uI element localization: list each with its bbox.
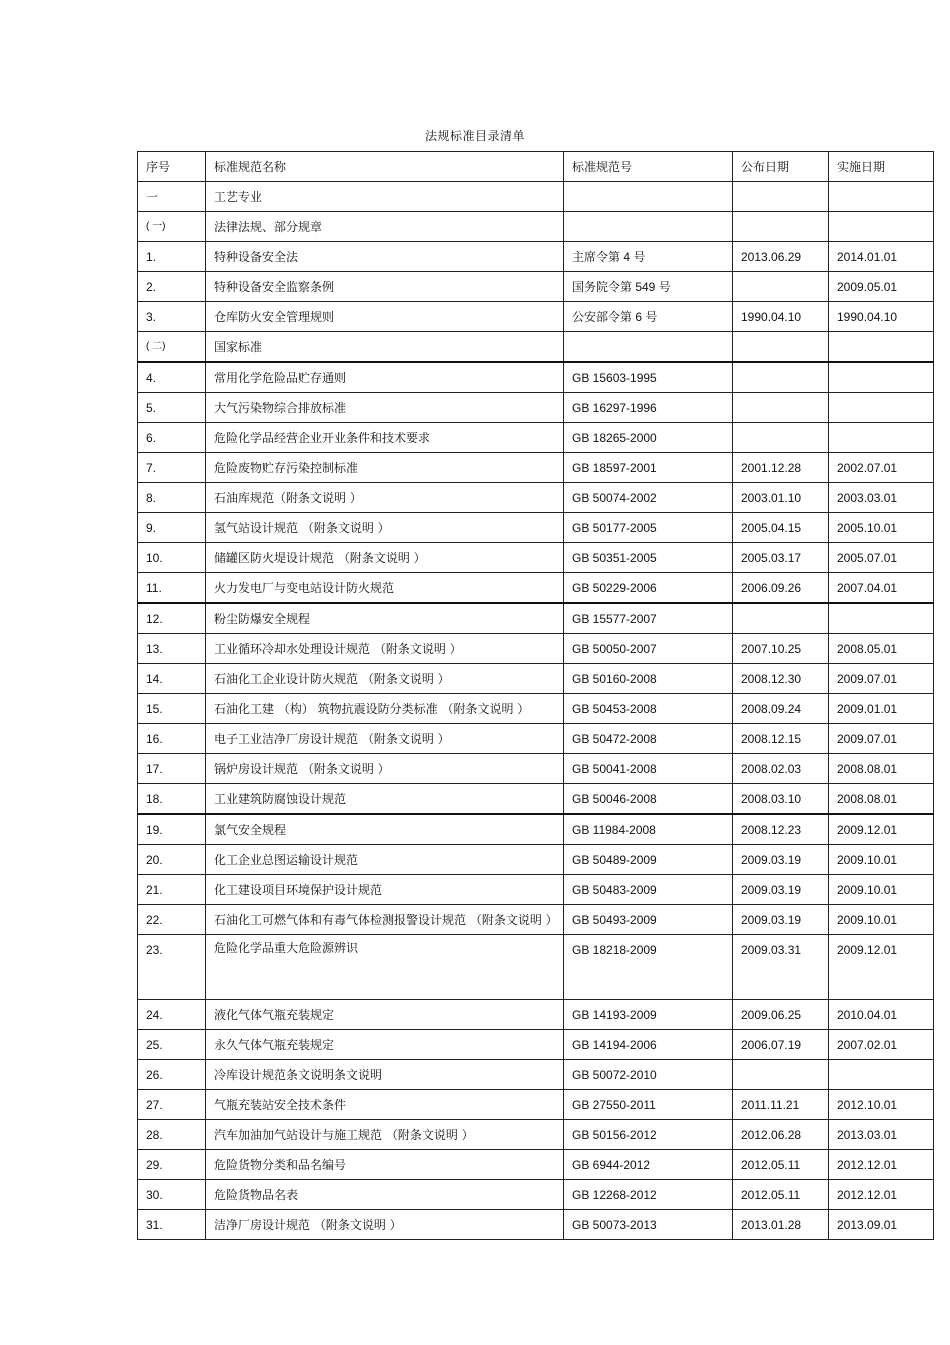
cell-name: 石油库规范（附条文说明 ） — [206, 483, 564, 513]
cell-effective: 2009.10.01 — [829, 875, 934, 905]
cell-published — [733, 393, 829, 423]
table-row — [138, 664, 934, 694]
cell-no: 30. — [138, 1180, 206, 1210]
cell-published: 2013.01.28 — [733, 1210, 829, 1240]
cell-code: 国务院令第 549 号 — [564, 272, 733, 302]
cell-effective: 2007.04.01 — [829, 573, 934, 604]
table-row — [138, 634, 934, 664]
table-row — [138, 1150, 934, 1180]
cell-no: 31. — [138, 1210, 206, 1240]
cell-no: 23. — [138, 935, 206, 1000]
cell-code: GB 50156-2012 — [564, 1120, 733, 1150]
cell-effective: 2014.01.01 — [829, 242, 934, 272]
cell-published — [733, 272, 829, 302]
cell-effective: 2013.03.01 — [829, 1120, 934, 1150]
cell-effective: 2002.07.01 — [829, 453, 934, 483]
cell-published: 2009.06.25 — [733, 1000, 829, 1030]
cell-no: 7. — [138, 453, 206, 483]
cell-effective — [829, 603, 934, 634]
cell-effective: 2009.07.01 — [829, 724, 934, 754]
cell-published: 1990.04.10 — [733, 302, 829, 332]
cell-code: GB 14194-2006 — [564, 1030, 733, 1060]
cell-no: 16. — [138, 724, 206, 754]
cell-effective — [829, 332, 934, 363]
cell-effective: 2005.07.01 — [829, 543, 934, 573]
cell-published: 2008.03.10 — [733, 784, 829, 815]
cell-no: 18. — [138, 784, 206, 815]
table-row — [138, 332, 934, 363]
header-published: 公布日期 — [733, 152, 829, 182]
cell-effective: 2012.12.01 — [829, 1180, 934, 1210]
cell-effective: 2005.10.01 — [829, 513, 934, 543]
cell-name: 危险化学品重大危险源辨识 — [206, 935, 564, 1000]
table-row — [138, 603, 934, 634]
cell-name: 法律法规、部分规章 — [206, 212, 564, 242]
cell-effective: 2009.10.01 — [829, 905, 934, 935]
cell-name: 工业循环冷却水处理设计规范 （附条文说明 ） — [206, 634, 564, 664]
cell-published: 2011.11.21 — [733, 1090, 829, 1120]
cell-name: 危险化学品经营企业开业条件和技术要求 — [206, 423, 564, 453]
cell-name: 液化气体气瓶充装规定 — [206, 1000, 564, 1030]
cell-no: 21. — [138, 875, 206, 905]
cell-code: GB 50453-2008 — [564, 694, 733, 724]
table-row — [138, 1210, 934, 1240]
cell-code: GB 16297-1996 — [564, 393, 733, 423]
cell-code: GB 50493-2009 — [564, 905, 733, 935]
cell-code: GB 50229-2006 — [564, 573, 733, 604]
cell-code: 公安部令第 6 号 — [564, 302, 733, 332]
cell-name: 危险废物贮存污染控制标准 — [206, 453, 564, 483]
cell-code: GB 50160-2008 — [564, 664, 733, 694]
cell-no: 28. — [138, 1120, 206, 1150]
cell-published: 2003.01.10 — [733, 483, 829, 513]
cell-name: 工艺专业 — [206, 182, 564, 212]
cell-no: 2. — [138, 272, 206, 302]
cell-effective — [829, 362, 934, 393]
cell-published: 2013.06.29 — [733, 242, 829, 272]
cell-code: GB 14193-2009 — [564, 1000, 733, 1030]
table-row — [138, 694, 934, 724]
table-row — [138, 513, 934, 543]
cell-name: 氯气安全规程 — [206, 814, 564, 845]
cell-name: 化工企业总图运输设计规范 — [206, 845, 564, 875]
cell-code: GB 50351-2005 — [564, 543, 733, 573]
table-row — [138, 1000, 934, 1030]
cell-no: 26. — [138, 1060, 206, 1090]
cell-name: 气瓶充装站安全技术条件 — [206, 1090, 564, 1120]
cell-effective: 2012.10.01 — [829, 1090, 934, 1120]
cell-no: 24. — [138, 1000, 206, 1030]
cell-no: ( 一) — [138, 212, 206, 242]
cell-published: 2008.12.30 — [733, 664, 829, 694]
cell-published: 2008.12.23 — [733, 814, 829, 845]
cell-no: 3. — [138, 302, 206, 332]
cell-effective — [829, 1060, 934, 1090]
cell-code: GB 50050-2007 — [564, 634, 733, 664]
cell-effective: 2008.08.01 — [829, 784, 934, 815]
cell-no: 19. — [138, 814, 206, 845]
cell-no: 25. — [138, 1030, 206, 1060]
cell-published: 2008.12.15 — [733, 724, 829, 754]
cell-effective: 2007.02.01 — [829, 1030, 934, 1060]
table-row — [138, 573, 934, 604]
cell-effective: 2008.08.01 — [829, 754, 934, 784]
cell-effective: 2009.07.01 — [829, 664, 934, 694]
cell-name: 储罐区防火堤设计规范 （附条文说明 ） — [206, 543, 564, 573]
cell-no: 27. — [138, 1090, 206, 1120]
cell-no: 22. — [138, 905, 206, 935]
cell-code: GB 50177-2005 — [564, 513, 733, 543]
cell-code: GB 18218-2009 — [564, 935, 733, 1000]
cell-name: 国家标准 — [206, 332, 564, 363]
cell-code: GB 12268-2012 — [564, 1180, 733, 1210]
cell-name: 大气污染物综合排放标准 — [206, 393, 564, 423]
table-row — [138, 393, 934, 423]
cell-name: 粉尘防爆安全规程 — [206, 603, 564, 634]
cell-published — [733, 212, 829, 242]
cell-published: 2012.06.28 — [733, 1120, 829, 1150]
cell-name: 仓库防火安全管理规则 — [206, 302, 564, 332]
table-row — [138, 483, 934, 513]
cell-published: 2008.02.03 — [733, 754, 829, 784]
header-code: 标准规范号 — [564, 152, 733, 182]
table-row — [138, 1030, 934, 1060]
cell-code: GB 50072-2010 — [564, 1060, 733, 1090]
cell-code: GB 50046-2008 — [564, 784, 733, 815]
cell-name: 永久气体气瓶充装规定 — [206, 1030, 564, 1060]
cell-published — [733, 362, 829, 393]
cell-no: 14. — [138, 664, 206, 694]
table-header-row — [138, 152, 934, 182]
regulation-table — [137, 151, 934, 1240]
cell-no: 一 — [138, 182, 206, 212]
cell-published: 2009.03.19 — [733, 905, 829, 935]
cell-name: 石油化工企业设计防火规范 （附条文说明 ） — [206, 664, 564, 694]
cell-code: GB 50489-2009 — [564, 845, 733, 875]
cell-published: 2006.07.19 — [733, 1030, 829, 1060]
cell-name: 火力发电厂与变电站设计防火规范 — [206, 573, 564, 604]
table-row — [138, 724, 934, 754]
cell-published — [733, 332, 829, 363]
cell-effective — [829, 393, 934, 423]
header-effective: 实施日期 — [829, 152, 934, 182]
cell-effective: 2009.10.01 — [829, 845, 934, 875]
table-row — [138, 875, 934, 905]
table-row — [138, 362, 934, 393]
cell-effective: 2009.12.01 — [829, 814, 934, 845]
cell-code: 主席令第 4 号 — [564, 242, 733, 272]
cell-code: GB 18265-2000 — [564, 423, 733, 453]
cell-no: 10. — [138, 543, 206, 573]
table-row — [138, 814, 934, 845]
table-row — [138, 754, 934, 784]
table-row — [138, 1120, 934, 1150]
cell-no: 1. — [138, 242, 206, 272]
cell-effective: 2013.09.01 — [829, 1210, 934, 1240]
table-row — [138, 302, 934, 332]
cell-no: 12. — [138, 603, 206, 634]
cell-name: 汽车加油加气站设计与施工规范 （附条文说明 ） — [206, 1120, 564, 1150]
cell-published: 2005.03.17 — [733, 543, 829, 573]
cell-published: 2009.03.31 — [733, 935, 829, 1000]
cell-code — [564, 332, 733, 363]
cell-name: 氢气站设计规范 （附条文说明 ） — [206, 513, 564, 543]
cell-no: 29. — [138, 1150, 206, 1180]
cell-effective: 2003.03.01 — [829, 483, 934, 513]
cell-published: 2001.12.28 — [733, 453, 829, 483]
cell-published: 2006.09.26 — [733, 573, 829, 604]
table-row — [138, 242, 934, 272]
cell-name: 洁净厂房设计规范 （附条文说明 ） — [206, 1210, 564, 1240]
table-row — [138, 543, 934, 573]
header-no: 序号 — [138, 152, 206, 182]
cell-published: 2009.03.19 — [733, 845, 829, 875]
cell-effective: 2008.05.01 — [829, 634, 934, 664]
cell-effective: 2009.12.01 — [829, 935, 934, 1000]
cell-no: 20. — [138, 845, 206, 875]
cell-published: 2005.04.15 — [733, 513, 829, 543]
table-row — [138, 272, 934, 302]
table-row — [138, 1060, 934, 1090]
cell-name: 锅炉房设计规范 （附条文说明 ） — [206, 754, 564, 784]
cell-code: GB 15603-1995 — [564, 362, 733, 393]
table-row — [138, 1090, 934, 1120]
cell-name: 电子工业洁净厂房设计规范 （附条文说明 ） — [206, 724, 564, 754]
cell-no: 13. — [138, 634, 206, 664]
cell-published: 2012.05.11 — [733, 1180, 829, 1210]
cell-no: 15. — [138, 694, 206, 724]
cell-code — [564, 212, 733, 242]
cell-name: 工业建筑防腐蚀设计规范 — [206, 784, 564, 815]
cell-published: 2008.09.24 — [733, 694, 829, 724]
table-row — [138, 845, 934, 875]
cell-code: GB 50074-2002 — [564, 483, 733, 513]
table-row — [138, 212, 934, 242]
cell-code: GB 15577-2007 — [564, 603, 733, 634]
cell-code: GB 11984-2008 — [564, 814, 733, 845]
cell-effective — [829, 212, 934, 242]
table-row — [138, 935, 934, 1000]
document-title: 法规标准目录清单 — [424, 129, 525, 143]
cell-published — [733, 1060, 829, 1090]
cell-effective — [829, 182, 934, 212]
cell-code: GB 50073-2013 — [564, 1210, 733, 1240]
cell-name: 特种设备安全法 — [206, 242, 564, 272]
cell-name: 石油化工建 （构） 筑物抗震设防分类标准 （附条文说明 ） — [206, 694, 564, 724]
table-row — [138, 905, 934, 935]
table-row — [138, 784, 934, 815]
table-row — [138, 453, 934, 483]
cell-name: 危险货物分类和品名编号 — [206, 1150, 564, 1180]
cell-published — [733, 603, 829, 634]
cell-code: GB 50472-2008 — [564, 724, 733, 754]
cell-published: 2007.10.25 — [733, 634, 829, 664]
cell-published — [733, 182, 829, 212]
cell-code: GB 50483-2009 — [564, 875, 733, 905]
table-row — [138, 1180, 934, 1210]
cell-code: GB 27550-2011 — [564, 1090, 733, 1120]
cell-effective: 2009.05.01 — [829, 272, 934, 302]
cell-no: 8. — [138, 483, 206, 513]
cell-no: 11. — [138, 573, 206, 604]
cell-name: 石油化工可燃气体和有毒气体检测报警设计规范 （附条文说明 ） — [206, 905, 564, 935]
cell-name: 危险货物品名表 — [206, 1180, 564, 1210]
cell-effective: 1990.04.10 — [829, 302, 934, 332]
cell-effective: 2009.01.01 — [829, 694, 934, 724]
cell-name: 常用化学危险品贮存通则 — [206, 362, 564, 393]
cell-published — [733, 423, 829, 453]
cell-code: GB 50041-2008 — [564, 754, 733, 784]
table-row — [138, 182, 934, 212]
cell-effective: 2012.12.01 — [829, 1150, 934, 1180]
cell-name: 特种设备安全监察条例 — [206, 272, 564, 302]
cell-no: ( 二) — [138, 332, 206, 363]
header-name: 标准规范名称 — [206, 152, 564, 182]
cell-no: 5. — [138, 393, 206, 423]
cell-published: 2009.03.19 — [733, 875, 829, 905]
cell-code — [564, 182, 733, 212]
cell-name: 化工建设项目环境保护设计规范 — [206, 875, 564, 905]
cell-no: 17. — [138, 754, 206, 784]
cell-code: GB 18597-2001 — [564, 453, 733, 483]
cell-effective — [829, 423, 934, 453]
cell-published: 2012.05.11 — [733, 1150, 829, 1180]
table-row — [138, 423, 934, 453]
cell-effective: 2010.04.01 — [829, 1000, 934, 1030]
cell-no: 4. — [138, 362, 206, 393]
cell-name: 冷库设计规范条文说明条文说明 — [206, 1060, 564, 1090]
cell-code: GB 6944-2012 — [564, 1150, 733, 1180]
cell-no: 9. — [138, 513, 206, 543]
cell-no: 6. — [138, 423, 206, 453]
